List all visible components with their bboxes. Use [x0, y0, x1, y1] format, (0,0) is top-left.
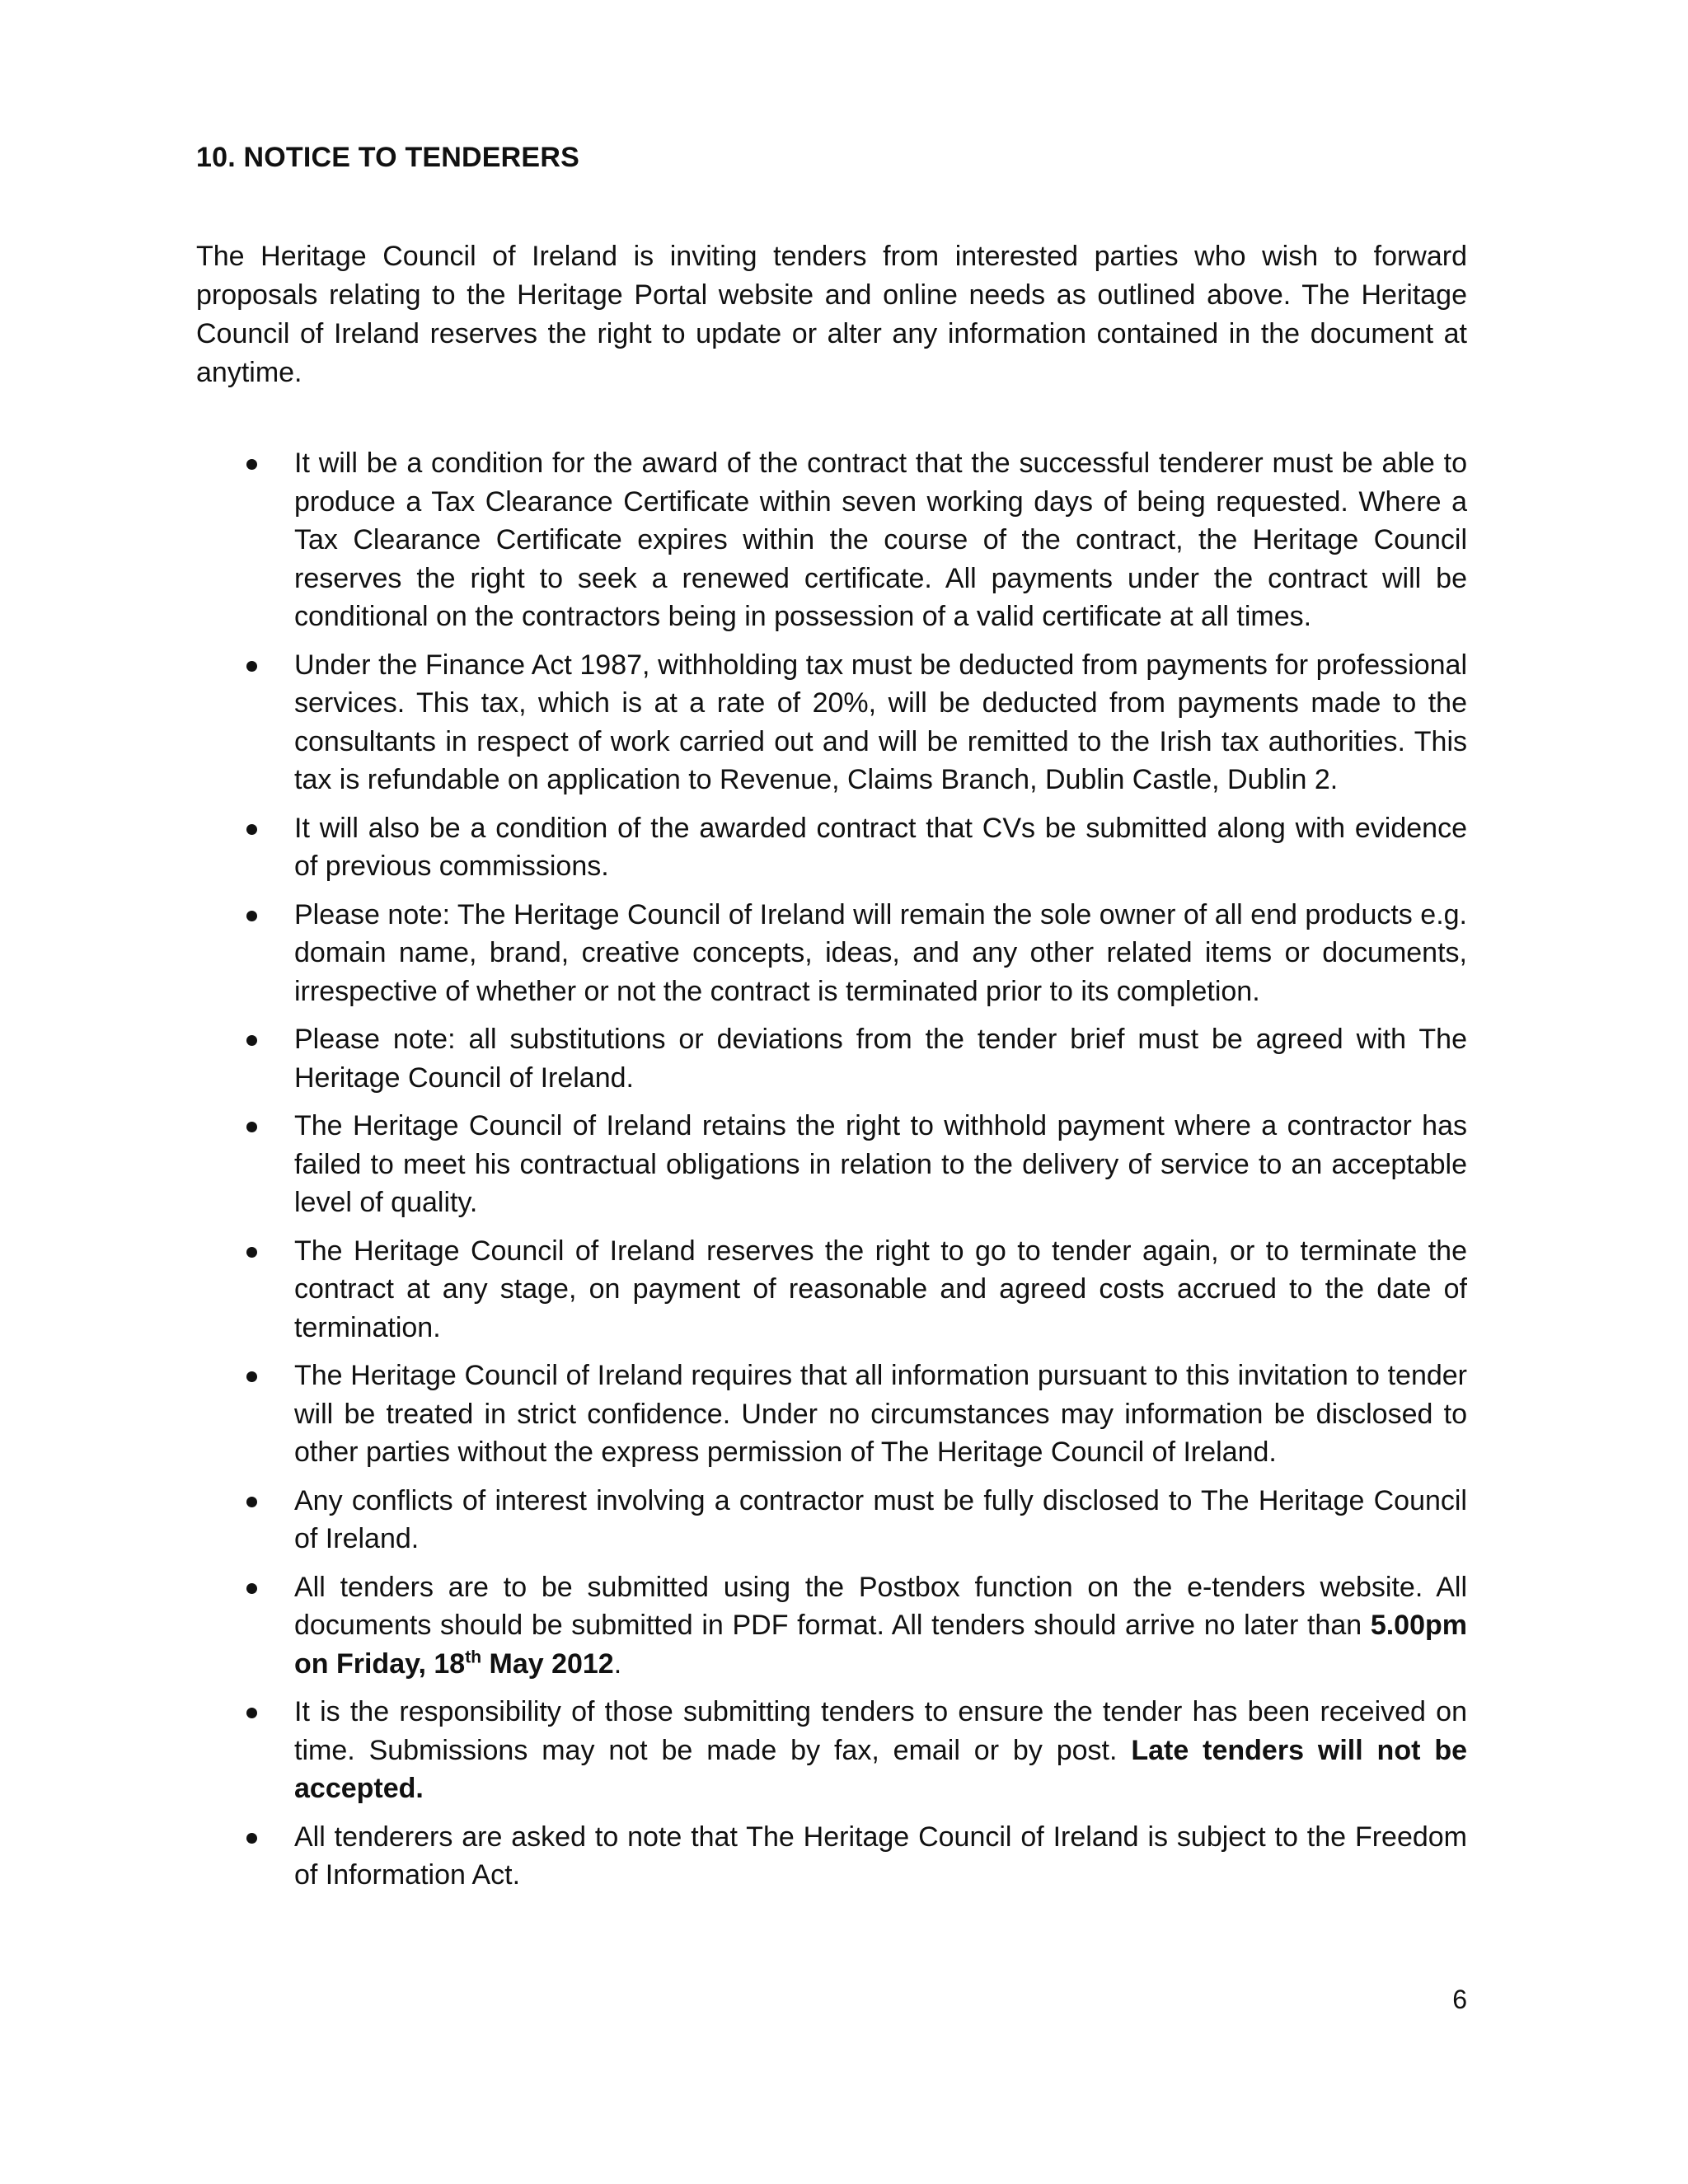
deadline-date: 5.00pm on Friday, 18th May 2012: [294, 1610, 1467, 1680]
bullet-text: It will also be a condition of the awarded contract that CVs be submitted along with evidence of previous commissions.: [294, 812, 1467, 882]
bullet-text: All tenders are to be submitted using the Postbox function on the e-tenders website. All documents should be submitted in PDF format. All tenders should arrive no later than: [294, 1571, 1467, 1641]
section-heading: 10. NOTICE TO TENDERERS: [196, 142, 579, 173]
bullet-item-confidence: [196, 1357, 1467, 1472]
bullet-text: Any conflicts of interest involving a contractor must be fully disclosed to The Heritage Council of Ireland.: [294, 1484, 1467, 1554]
bullet-dot-icon: [246, 1833, 257, 1844]
bullet-dot-icon: [246, 1122, 257, 1132]
bullet-text: Please note: The Heritage Council of Ireland will remain the sole owner of all end products e.g. domain name, brand, creative concepts, ideas, and any other related items or documents, irrespective of whether or not the contract is terminated prior to its completion.: [294, 898, 1467, 1007]
bullet-dot-icon: [246, 911, 257, 921]
bullet-dot-icon: [246, 1583, 257, 1594]
bullet-dot-icon: [246, 824, 257, 835]
bullet-dot-icon: [246, 1371, 257, 1382]
bullet-dot-icon: [246, 661, 257, 672]
page-number: 6: [1452, 1985, 1467, 2014]
bullet-item-terminate: [196, 1232, 1467, 1347]
bullet-item-late-tenders: [196, 1693, 1467, 1808]
bullet-item-withholding-tax: [196, 646, 1467, 799]
notice-bullet-list: [196, 444, 1467, 1905]
bullet-item-deadline: All tenders are to be submitted using the Postbox function on the e-tenders website. All documents should be submitted in PDF format. All tenders should arrive no later than 5.00pm on Friday, 18th May 2012.: [196, 1568, 1467, 1684]
bullet-text: The Heritage Council of Ireland retains the right to withhold payment where a contractor has failed to meet his contractual obligations in relation to the delivery of service to an acceptable level of quality.: [294, 1110, 1467, 1218]
intro-paragraph: The Heritage Council of Ireland is inviting tenders from interested parties who wish to forward proposals relating to the Heritage Portal website and online needs as outlined above. The Heritage Council of Ireland reserves the right to update or alter any information contained in the document at anytime.: [196, 241, 1467, 388]
bullet-item-deviations: [196, 1020, 1467, 1097]
bullet-text: The Heritage Council of Ireland requires that all information pursuant to this invitation to tender will be treated in strict confidence. Under no circumstances may information be disclosed to other parties without the express permission of The Heritage Council of Ireland.: [294, 1360, 1467, 1468]
bullet-text: It will be a condition for the award of the contract that the successful tenderer must be able to produce a Tax Clearance Certificate within seven working days of being requested. Where a Tax Clearance Certificate expires within the course of the contract, the Heritage Council reserves the right to seek a renewed certificate. All payments under the contract will be conditional on the contractors being in possession of a valid certificate at all times.: [294, 448, 1467, 632]
bullet-dot-icon: [246, 1497, 257, 1507]
bullet-text: It is the responsibility of those submitting tenders to ensure the tender has been received on time. Submissions may not be made by fax, email or by post.: [294, 1696, 1467, 1766]
bullet-dot-icon: [246, 1247, 257, 1258]
bullet-item-foi: [196, 1818, 1467, 1895]
bullet-item-withhold-payment: [196, 1107, 1467, 1222]
bullet-dot-icon: [246, 459, 257, 470]
bullet-text: All tenderers are asked to note that The Heritage Council of Ireland is subject to the Freedom of Information Act.: [294, 1821, 1467, 1891]
bullet-dot-icon: [246, 1708, 257, 1718]
bullet-text: Please note: all substitutions or deviations from the tender brief must be agreed with The Heritage Council of Ireland.: [294, 1024, 1467, 1094]
bullet-item-tax-clearance: [196, 444, 1467, 636]
bullet-item-cvs: [196, 809, 1467, 886]
bullet-text: The Heritage Council of Ireland reserves the right to go to tender again, or to terminate the contract at any stage, on payment of reasonable and agreed costs accrued to the date of termination.: [294, 1235, 1467, 1343]
bullet-item-ownership: [196, 896, 1467, 1011]
late-tenders-warning: Late tenders will not be accepted.: [294, 1734, 1467, 1804]
bullet-text: Under the Finance Act 1987, withholding tax must be deducted from payments for professional services. This tax, which is at a rate of 20%, will be deducted from payments made to the consultants in respect of work carried out and will be remitted to the Irish tax authorities. This tax is refundable on application to Revenue, Claims Branch, Dublin Castle, Dublin 2.: [294, 649, 1467, 795]
bullet-item-conflicts: [196, 1482, 1467, 1558]
bullet-dot-icon: [246, 1035, 257, 1046]
